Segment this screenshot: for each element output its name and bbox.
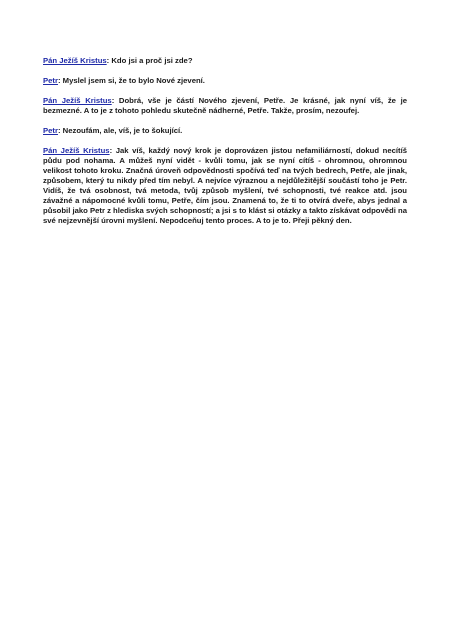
paragraph-text: : Myslel jsem si, že to bylo Nové zjevení.	[57, 76, 205, 85]
dialogue-paragraph	[43, 96, 407, 116]
dialogue-paragraph	[43, 126, 407, 136]
paragraph-text: : Dobrá, vše je částí Nového zjevení, Petře. Je krásné, jak nyní víš, že je bezmezné. A to je z tohoto pohledu skutečně nádherné, Petře. Takže, prosím, nezoufej.	[43, 96, 407, 115]
paragraph-text: : Nezoufám, ale, víš, je to šokující.	[57, 126, 183, 135]
speaker-name: Petr	[43, 76, 58, 85]
dialogue-paragraph	[43, 56, 407, 66]
dialogue-text	[43, 56, 407, 236]
speaker-name: Pán Ježíš Kristus	[43, 96, 112, 105]
paragraph-text: : Jak víš, každý nový krok je doprovázen jistou nefamiliárností, dokud necítíš půdu pod nohama. A můžeš nyní vidět - kvůli tomu, jak se nyní cítíš - ohromnou, ohromnou velikost tohoto kroku. Značná úroveň odpovědnosti spočívá teď na tvých bedrech, Petře, ale jinak, způsobem, který tu nikdy před tím nebyl. A nejvíce výraznou a nejdůležitější součástí toho je Petr. Vidíš, že tvá osobnost, tvá metoda, tvůj způsob myšlení, tvé schopnosti, tvé reakce atd. jsou závažné a nápomocné kvůli tomu, Petře, čím jsou. Znamená to, že ti to otvírá dveře, abys jednal a působil jako Petr z hlediska svých schopností; a jsi s to klást si otázky a takto získávat odpovědi na své nejzevnější úrovni myšlení. Nepodceňuj tento proces. A to je to. Přeji pěkný den.	[43, 146, 407, 225]
dialogue-paragraph	[43, 146, 407, 226]
speaker-name: Petr	[43, 126, 58, 135]
speaker-name: Pán Ježíš Kristus	[43, 146, 110, 155]
speaker-name: Pán Ježíš Kristus	[43, 56, 107, 65]
paragraph-text: : Kdo jsi a proč jsi zde?	[106, 56, 193, 65]
dialogue-paragraph	[43, 76, 407, 86]
